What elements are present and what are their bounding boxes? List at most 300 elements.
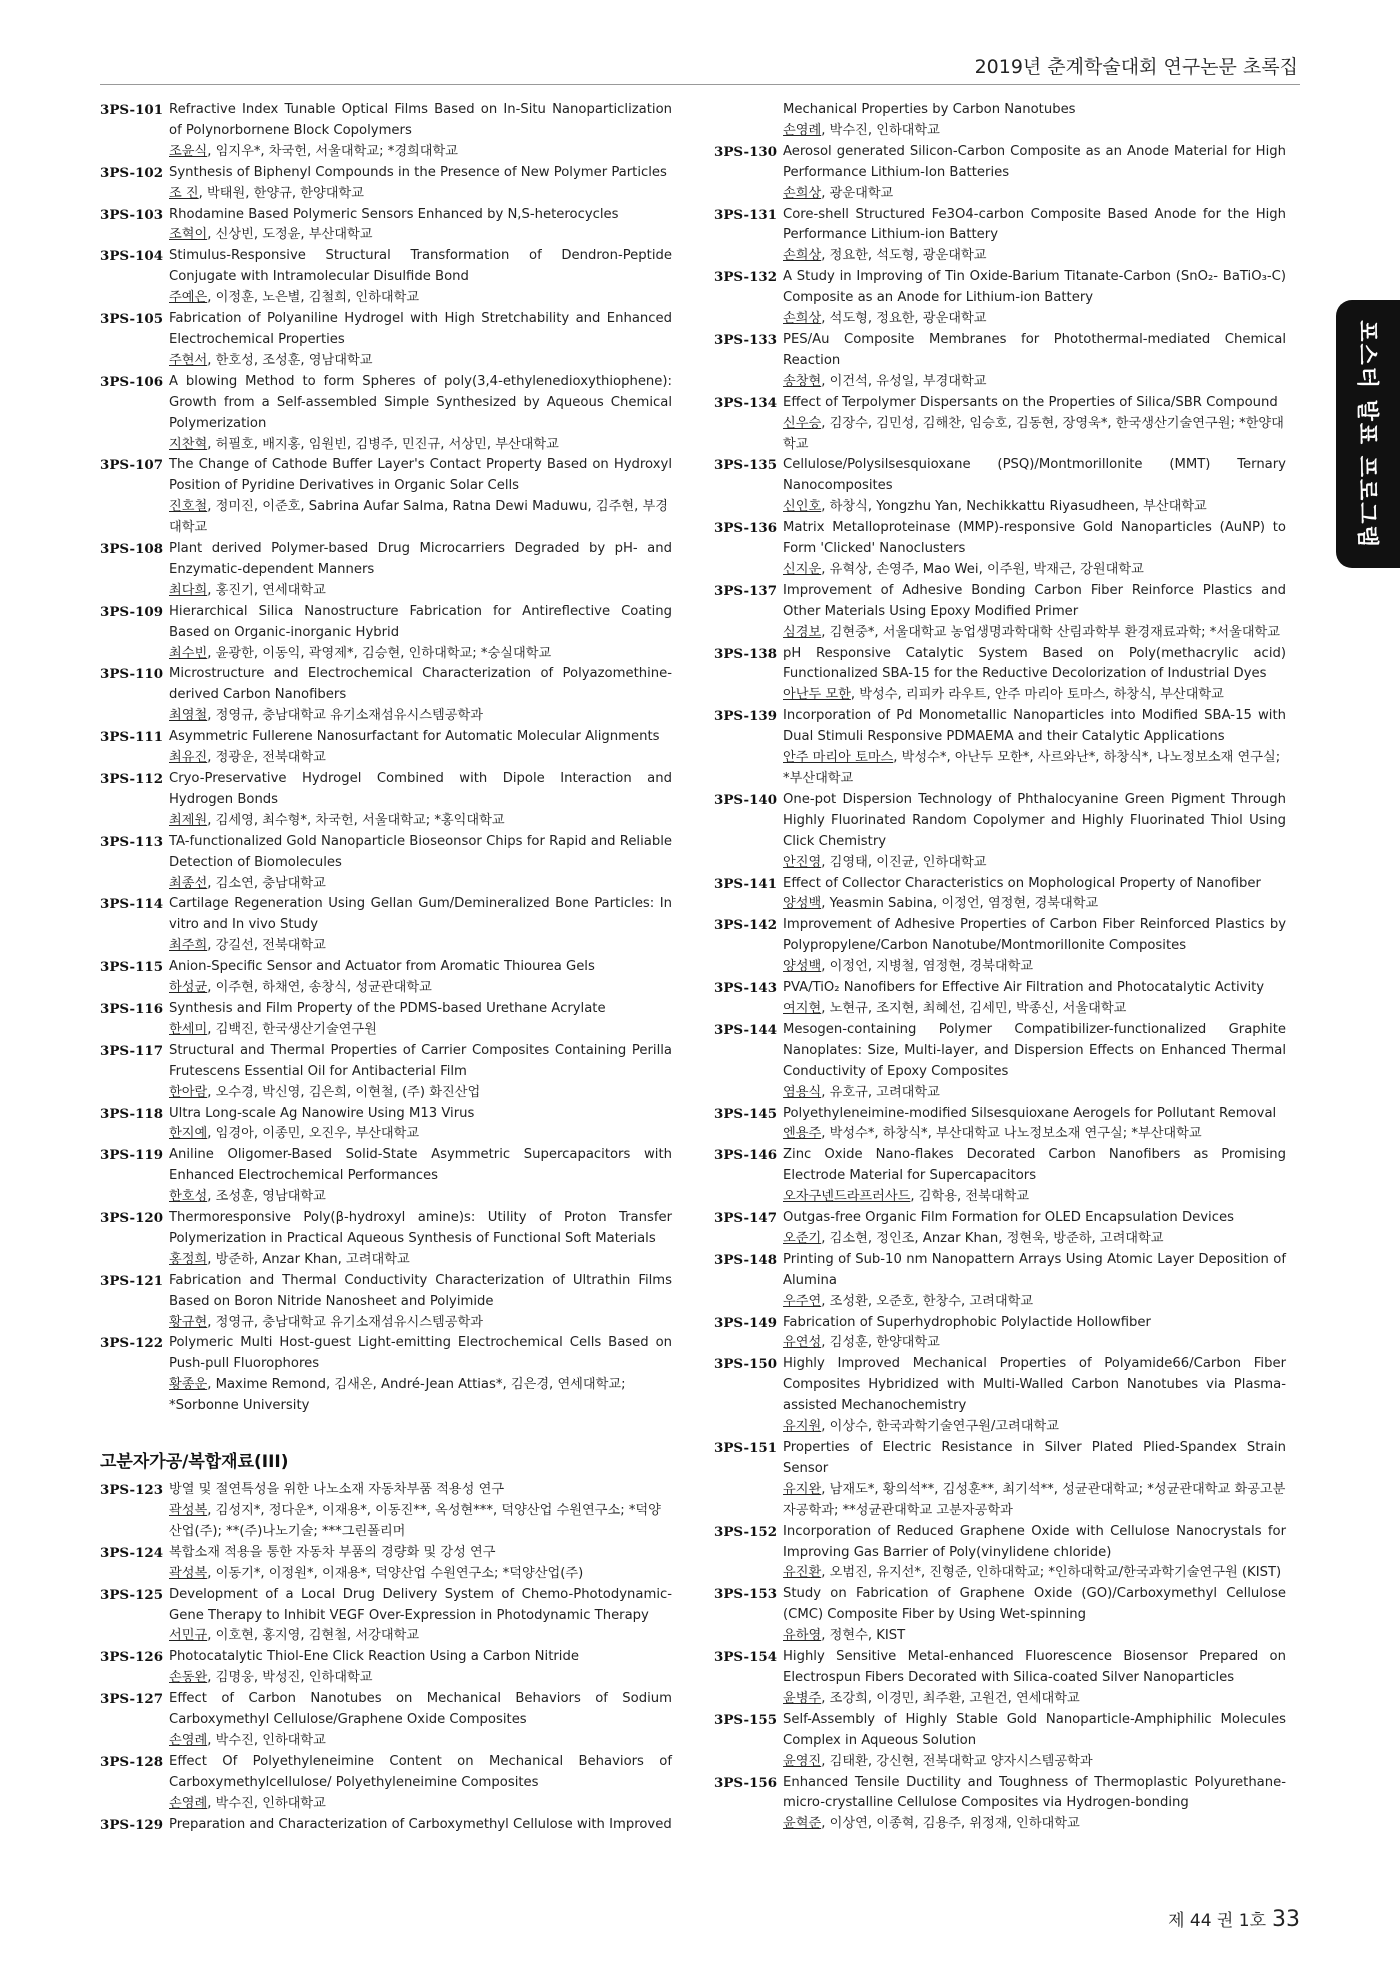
abstract-entry	[714, 1438, 1286, 1522]
entry-title: pH Responsive Catalytic System Based on Poly(methacrylic acid) Functionalized SBA-15 for the Reductive Decolorization of Industrial Dyes	[783, 645, 1286, 682]
presenting-author: 최종선	[169, 875, 208, 891]
entry-title: Incorporation of Pd Monometallic Nanoparticles into Modified SBA-15 with Dual Stimuli Responsive PDMAEMA and their Catalytic Applications	[783, 708, 1286, 745]
abstract-entry	[714, 1522, 1286, 1585]
co-authors: , 광운대학교	[821, 185, 894, 201]
entry-authors	[169, 1731, 672, 1752]
entry-title: Properties of Electric Resistance in Silver Plated Plied-Spandex Strain Sensor	[783, 1440, 1286, 1476]
entry-title: Highly Sensitive Metal-enhanced Fluorescence Biosensor Prepared on Electrospun Fibers Decorated with Silica-coated Silver Nanoparticles	[783, 1649, 1286, 1685]
abstract-entry	[100, 1041, 672, 1104]
presenting-author: 안진영	[783, 854, 822, 870]
entry-title: Synthesis and Film Property of the PDMS-based Urethane Acrylate	[169, 1000, 606, 1016]
presenting-author: 곽성복	[169, 1503, 208, 1518]
abstract-entry	[714, 978, 1286, 1020]
entry-title: Effect of Carbon Nanotubes on Mechanical Behaviors of Sodium Carboxymethyl Cellulose/Graphene Oxide Composites	[169, 1691, 672, 1728]
entry-authors	[169, 351, 672, 372]
entry-id: 3PS-147	[714, 1210, 778, 1227]
presenting-author: 서민규	[169, 1628, 208, 1644]
presenting-author: 최다희	[169, 582, 208, 598]
entry-authors	[783, 184, 1286, 205]
co-authors: , 박성수, 리피카 라우트, 안주 마리아 토마스, 하창식, 부산대학교	[850, 687, 1224, 703]
entry-authors	[783, 1626, 1286, 1647]
abstract-entry	[100, 246, 672, 309]
co-authors: , 김소연, 충남대학교	[207, 875, 326, 891]
entry-title: Refractive Index Tunable Optical Films Based on In-Situ Nanoparticlization of Polynorbornene Block Copolymers	[169, 102, 672, 138]
presenting-author: 신인호	[783, 499, 822, 515]
entry-authors	[169, 1501, 672, 1543]
co-authors: , 이건석, 유성일, 부경대학교	[821, 373, 987, 389]
abstract-entry	[100, 1647, 672, 1689]
entry-authors	[169, 1375, 672, 1417]
co-authors: , 조성환, 오준호, 한창수, 고려대학교	[821, 1293, 1034, 1309]
entry-authors	[169, 184, 672, 205]
co-authors: , 방준하, Anzar Khan, 고려대학교	[207, 1251, 410, 1267]
abstract-entry	[100, 1689, 672, 1752]
co-authors: , 남재도*, 황의석**, 김성훈**, 최기석**, 성균관대학교; *성균관대학교 화공고분자공학과; **성균관대학교 고분자공학과	[783, 1481, 1286, 1518]
entry-id: 3PS-143	[714, 980, 778, 997]
abstract-entry	[100, 100, 672, 163]
entry-authors	[169, 1313, 672, 1334]
abstract-entry	[714, 1773, 1286, 1836]
entry-title: Incorporation of Reduced Graphene Oxide with Cellulose Nanocrystals for Improving Gas Barrier of Poly(vinylidene chloride)	[783, 1523, 1286, 1560]
entry-authors	[783, 1563, 1286, 1584]
co-authors: , 정광운, 전북대학교	[207, 750, 326, 766]
entry-title: 복합소재 적용을 통한 자동차 부품의 경량화 및 강성 연구	[169, 1544, 496, 1560]
abstract-entry	[714, 706, 1286, 790]
entry-id: 3PS-127	[100, 1691, 164, 1708]
entry-id: 3PS-145	[714, 1105, 778, 1122]
entry-id: 3PS-105	[100, 311, 164, 328]
abstract-entry	[714, 267, 1286, 330]
entry-title: A blowing Method to form Spheres of poly(3,4-ethylenedioxythiophene): Growth from a Self-assembled Simple Synthesized by Aqueous Chemical Polymerization	[169, 373, 672, 431]
presenting-author: 최수빈	[169, 645, 208, 661]
entry-title: Effect Of Polyethyleneimine Content on Mechanical Behaviors of Carboxymethylcellulose/ Polyethyleneimine Composites	[169, 1753, 672, 1790]
page-footer	[1168, 1906, 1300, 1932]
entry-authors	[169, 1124, 672, 1145]
presenting-author: 손영례	[169, 1732, 208, 1748]
entry-title: Aerosol generated Silicon-Carbon Composite as an Anode Material for High Performance Lithium-Ion Batteries	[783, 143, 1286, 180]
entry-authors	[783, 497, 1286, 518]
entry-id: 3PS-142	[714, 917, 778, 934]
entry-title: Anion-Specific Sensor and Actuator from Aromatic Thiourea Gels	[169, 959, 595, 975]
right-column	[714, 100, 1286, 1835]
entry-title: Cellulose/Polysilsesquioxane (PSQ)/Montmorillonite (MMT) Ternary Nanocomposites	[783, 457, 1286, 494]
abstract-entry	[100, 602, 672, 665]
entry-authors	[783, 623, 1286, 644]
entry-authors	[783, 1333, 1286, 1354]
entry-authors	[783, 853, 1286, 874]
abstract-entry	[100, 1104, 672, 1146]
co-authors: , 이상연, 이종혁, 김용주, 위정재, 인하대학교	[821, 1816, 1080, 1832]
abstract-entry	[714, 1020, 1286, 1104]
co-authors: , 허필호, 배지홍, 임원빈, 김병주, 민진규, 서상민, 부산대학교	[207, 436, 559, 452]
entry-authors	[169, 1794, 672, 1815]
entry-id: 3PS-102	[100, 164, 164, 181]
presenting-author: 유지원	[783, 1419, 822, 1435]
abstract-entry	[714, 874, 1286, 916]
entry-authors	[169, 1564, 672, 1585]
presenting-author: 조윤식	[169, 143, 208, 159]
entry-title: Microstructure and Electrochemical Characterization of Polyazomethine-derived Carbon Nanofibers	[169, 666, 672, 703]
entry-authors	[169, 288, 672, 309]
entry-title: Effect of Terpolymer Dispersants on the Properties of Silica/SBR Compound	[783, 394, 1278, 410]
entry-title: 방열 및 절연특성을 위한 나노소재 자동차부품 적용성 연구	[169, 1482, 505, 1498]
co-authors: , 김성훈, 한양대학교	[821, 1335, 940, 1351]
entry-title: Zinc Oxide Nano-flakes Decorated Carbon Nanofibers as Promising Electrode Material for Supercapacitors	[783, 1147, 1286, 1184]
left-column	[100, 100, 672, 1836]
entry-authors	[169, 581, 672, 602]
entry-authors	[783, 894, 1286, 915]
presenting-author: 조혁이	[169, 227, 208, 243]
entry-id: 3PS-110	[100, 666, 164, 683]
co-authors: , 김백진, 한국생산기술연구원	[207, 1021, 377, 1037]
abstract-entry	[714, 790, 1286, 874]
entry-id: 3PS-133	[714, 331, 778, 348]
presenting-author: 손희상	[783, 311, 822, 327]
presenting-author: 한세미	[169, 1021, 208, 1037]
entry-id: 3PS-113	[100, 833, 164, 850]
entry-id: 3PS-134	[714, 394, 778, 411]
abstract-entry	[100, 455, 672, 539]
presenting-author: 손희상	[783, 248, 822, 264]
co-authors: , 한호성, 조성훈, 영남대학교	[207, 352, 373, 368]
entry-id: 3PS-118	[100, 1105, 164, 1122]
entry-title: Fabrication and Thermal Conductivity Characterization of Ultrathin Films Based on Boron Nitride Nanosheet and Polyimide	[169, 1272, 672, 1309]
entry-id: 3PS-141	[714, 875, 778, 892]
co-authors: , 김학용, 전북대학교	[910, 1189, 1030, 1205]
abstract-entry	[714, 518, 1286, 581]
entry-title: Core-shell Structured Fe3O4-carbon Composite Based Anode for the High Performance Lithium-ion Battery	[783, 206, 1286, 243]
abstract-entry	[100, 1815, 672, 1836]
presenting-author: 손동완	[169, 1670, 208, 1686]
presenting-author: 곽성복	[169, 1565, 208, 1581]
presenting-author: 신우승	[783, 415, 822, 431]
entry-title: Improvement of Adhesive Bonding Carbon Fiber Reinforce Plastics and Other Materials Using Epoxy Modified Primer	[783, 582, 1286, 619]
entry-authors	[169, 225, 672, 246]
entry-title: Enhanced Tensile Ductility and Toughness of Thermoplastic Polyurethane-micro-crystalline Cellulose Composites via Hydrogen-bonding	[783, 1774, 1286, 1811]
presenting-author: 황규현	[169, 1314, 208, 1330]
co-authors: , 노현규, 조지현, 최혜선, 김세민, 박종신, 서울대학교	[821, 1000, 1127, 1016]
entry-id: 3PS-117	[100, 1042, 164, 1059]
entry-title: A Study in Improving of Tin Oxide-Barium Titanate-Carbon (SnO₂- BaTiO₃-C) Composite as an Anode for Lithium-ion Battery	[783, 269, 1286, 306]
presenting-author: 손영례	[783, 122, 822, 138]
presenting-author: 아난두 모한	[783, 687, 851, 703]
abstract-entry	[100, 309, 672, 372]
entry-id: 3PS-122	[100, 1335, 164, 1352]
entry-id: 3PS-149	[714, 1314, 778, 1331]
entry-id: 3PS-101	[100, 102, 164, 118]
entry-authors	[783, 560, 1286, 581]
entry-authors	[169, 1626, 672, 1647]
entry-title: Structural and Thermal Properties of Carrier Composites Containing Perilla Frutescens Essential Oil for Antibacterial Film	[169, 1042, 672, 1079]
entry-id: 3PS-108	[100, 541, 164, 558]
entry-title: Asymmetric Fullerene Nanosurfactant for Automatic Molecular Alignments	[169, 729, 660, 745]
entry-title: Development of a Local Drug Delivery System of Chemo-Photodynamic- Gene Therapy to Inhibit VEGF Over-Expression in Photodynamic Therapy	[169, 1586, 672, 1623]
co-authors: , 이상수, 한국과학기술연구원/고려대학교	[821, 1419, 1059, 1435]
entry-id: 3PS-154	[714, 1649, 778, 1666]
co-authors: , 정영규, 충남대학교 유기소재섬유시스템공학과	[207, 1314, 483, 1330]
entry-authors	[783, 1814, 1286, 1835]
entry-id: 3PS-125	[100, 1586, 164, 1603]
co-authors: , 김영태, 이진균, 인하대학교	[821, 854, 987, 870]
co-authors: , 윤광한, 이동익, 곽영제*, 김승현, 인하대학교; *숭실대학교	[207, 645, 552, 661]
entry-authors	[169, 142, 672, 163]
entry-title: Ultra Long-scale Ag Nanowire Using M13 Virus	[169, 1105, 475, 1121]
entry-title: Printing of Sub-10 nm Nanopattern Arrays Using Atomic Layer Deposition of Alumina	[783, 1251, 1286, 1288]
presenting-author: 오자구넨드라프러사드	[783, 1189, 911, 1205]
presenting-author: 양성백	[783, 959, 822, 975]
abstract-entry	[714, 1104, 1286, 1146]
entry-title: Aniline Oligomer-Based Solid-State Asymmetric Supercapacitors with Enhanced Electrochemical Performances	[169, 1147, 672, 1184]
entry-id: 3PS-129	[100, 1816, 164, 1833]
abstract-entry	[714, 1584, 1286, 1647]
abstract-entry	[714, 1354, 1286, 1438]
entry-authors	[169, 644, 672, 665]
entry-title: TA-functionalized Gold Nanoparticle Bioseonsor Chips for Rapid and Reliable Detection of Biomolecules	[169, 833, 672, 870]
presenting-author: 최주희	[169, 938, 208, 954]
entry-authors	[783, 1292, 1286, 1313]
presenting-author: 진호철	[169, 499, 208, 515]
co-authors: , 박성수*, 하창식*, 부산대학교 나노정보소재 연구실; *부산대학교	[821, 1126, 1202, 1142]
co-authors: , 석도형, 정요한, 광운대학교	[821, 311, 987, 327]
presenting-author: 엔용주	[783, 1126, 822, 1142]
co-authors: , 김명웅, 박성진, 인하대학교	[207, 1670, 373, 1686]
presenting-author: 손희상	[783, 185, 822, 201]
entry-id: 3PS-153	[714, 1586, 778, 1603]
abstract-entry	[100, 999, 672, 1041]
abstract-entry	[100, 539, 672, 602]
abstract-entry	[714, 1647, 1286, 1710]
abstract-entry	[714, 205, 1286, 268]
entry-authors	[169, 435, 672, 456]
abstract-entry	[100, 664, 672, 727]
presenting-author: 황종운	[169, 1377, 208, 1393]
entry-title: Polyethyleneimine-modified Silsesquioxane Aerogels for Pollutant Removal	[783, 1105, 1277, 1121]
entry-id: 3PS-109	[100, 603, 164, 620]
co-authors: , 강길선, 전북대학교	[207, 938, 326, 954]
entry-authors	[783, 1689, 1286, 1710]
entry-id: 3PS-140	[714, 791, 778, 808]
entry-id: 3PS-120	[100, 1210, 164, 1227]
entry-title: Fabrication of Polyaniline Hydrogel with High Stretchability and Enhanced Electrochemical Properties	[169, 311, 672, 347]
entry-authors	[169, 978, 672, 999]
co-authors: , 박태원, 한양규, 한양대학교	[198, 185, 364, 201]
abstract-entry	[714, 100, 1286, 142]
page-header: 2019년 춘계학술대회 연구논문 초록집	[974, 56, 1298, 78]
abstract-entry	[100, 832, 672, 895]
entry-id: 3PS-111	[100, 729, 164, 746]
entry-title: Mechanical Properties by Carbon Nanotubes	[783, 102, 1076, 117]
entry-id: 3PS-103	[100, 206, 164, 223]
abstract-entry	[100, 372, 672, 456]
presenting-author: 유연성	[783, 1335, 822, 1351]
co-authors: , 조강희, 이경민, 최주환, 고원건, 연세대학교	[821, 1690, 1080, 1706]
entry-title: Thermoresponsive Poly(β-hydroxyl amine)s: Utility of Proton Transfer Polymerization in Practical Aqueous Synthesis of Functional Soft Materials	[169, 1210, 672, 1246]
entry-id: 3PS-121	[100, 1272, 164, 1289]
co-authors: , 정현수, KIST	[821, 1628, 906, 1644]
entry-authors	[169, 497, 672, 539]
co-authors: , Maxime Remond, 김새온, André-Jean Attias*, 김은경, 연세대학교; *Sorbonne University	[169, 1377, 626, 1414]
entry-id: 3PS-131	[714, 206, 778, 223]
co-authors: , 김현중*, 서울대학교 농업생명과학대학 산림과학부 환경재료과학; *서울대학교	[821, 624, 1281, 640]
entry-title: One-pot Dispersion Technology of Phthalocyanine Green Pigment Through Highly Fluorinated Random Copolymer and Highly Fluorinated Thiol Using Click Chemistry	[783, 791, 1286, 849]
co-authors: , 이정언, 지병철, 염정현, 경북대학교	[821, 959, 1034, 975]
entry-authors	[169, 748, 672, 769]
co-authors: , 박수진, 인하대학교	[207, 1795, 326, 1811]
entry-authors	[783, 999, 1286, 1020]
presenting-author: 지찬혁	[169, 436, 208, 452]
entry-authors	[169, 1187, 672, 1208]
entry-id: 3PS-138	[714, 645, 778, 662]
abstract-entry	[100, 1333, 672, 1417]
co-authors: , 오범진, 유지선*, 진형준, 인하대학교; *인하대학교/한국과학기술연구원 (KIST)	[821, 1565, 1282, 1581]
presenting-author: 오준기	[783, 1230, 822, 1246]
entry-authors	[783, 309, 1286, 330]
abstract-entry	[100, 1208, 672, 1271]
section-heading: 고분자가공/복합재료(III)	[100, 1452, 289, 1473]
presenting-author: 윤혁준	[783, 1816, 822, 1832]
entry-authors	[783, 121, 1286, 142]
co-authors: , 신상빈, 도정윤, 부산대학교	[207, 227, 373, 243]
presenting-author: 윤영진	[783, 1753, 822, 1769]
presenting-author: 유하영	[783, 1628, 822, 1644]
header-divider	[100, 84, 1300, 85]
entry-authors	[169, 874, 672, 895]
co-authors: , 정영규, 충남대학교 유기소재섬유시스템공학과	[207, 708, 483, 724]
presenting-author: 우주연	[783, 1293, 822, 1309]
entry-title: Matrix Metalloproteinase (MMP)-responsive Gold Nanoparticles (AuNP) to Form 'Clicked' Nanoclusters	[783, 520, 1286, 557]
entry-title: Highly Improved Mechanical Properties of Polyamide66/Carbon Fiber Composites Hybridized with Multi-Walled Carbon Nanotubes via Plasma-assisted Mechanochemistry	[783, 1356, 1286, 1414]
co-authors: , 오수경, 박신영, 김은희, 이현철, (주) 화진산업	[207, 1084, 481, 1100]
entry-authors	[169, 706, 672, 727]
entry-title: Effect of Collector Characteristics on Mophological Property of Nanofiber	[783, 875, 1261, 891]
abstract-entry	[100, 1271, 672, 1334]
co-authors: , 박성수*, 아난두 모한*, 사르와난*, 하창식*, 나노정보소재 연구실; *부산대학교	[783, 750, 1281, 786]
entry-authors	[783, 372, 1286, 393]
entry-id: 3PS-130	[714, 143, 778, 160]
abstract-entry	[714, 330, 1286, 393]
co-authors: , 유호규, 고려대학교	[821, 1084, 940, 1100]
abstract-entry	[714, 1710, 1286, 1773]
entry-authors	[783, 748, 1286, 790]
entry-id: 3PS-128	[100, 1753, 164, 1770]
co-authors: , 유혁상, 손영주, Mao Wei, 이주원, 박재근, 강원대학교	[821, 561, 1144, 577]
entry-authors	[783, 246, 1286, 267]
presenting-author: 유진환	[783, 1565, 822, 1581]
entry-authors	[169, 811, 672, 832]
presenting-author: 한지예	[169, 1126, 208, 1142]
entry-id: 3PS-139	[714, 708, 778, 725]
abstract-entry	[714, 915, 1286, 978]
co-authors: , 김세영, 최수형*, 차국헌, 서울대학교; *홍익대학교	[207, 812, 505, 828]
presenting-author: 양성백	[783, 896, 822, 912]
entry-id: 3PS-156	[714, 1774, 778, 1791]
entry-id: 3PS-136	[714, 520, 778, 537]
entry-title: Rhodamine Based Polymeric Sensors Enhanced by N,S-heterocycles	[169, 206, 619, 222]
co-authors: , 임지우*, 차국헌, 서울대학교; *경희대학교	[207, 143, 459, 159]
presenting-author: 심경보	[783, 624, 822, 640]
abstract-entry	[714, 1145, 1286, 1208]
presenting-author: 유지완	[783, 1481, 822, 1497]
entry-authors	[169, 1668, 672, 1689]
entry-title: Improvement of Adhesive Properties of Carbon Fiber Reinforced Plastics by Polypropylene/Carbon Nanotube/Montmorillonite Composites	[783, 917, 1286, 954]
abstract-entry	[714, 393, 1286, 456]
entry-id: 3PS-132	[714, 269, 778, 286]
presenting-author: 한호성	[169, 1189, 208, 1205]
abstract-entry	[100, 1480, 672, 1543]
presenting-author: 최제원	[169, 812, 208, 828]
entry-title: Hierarchical Silica Nanostructure Fabrication for Antireflective Coating Based on Organic-inorganic Hybrid	[169, 603, 672, 640]
entry-title: Cartilage Regeneration Using Gellan Gum/Demineralized Bone Particles: In vitro and In vivo Study	[169, 896, 672, 933]
side-tab-label: 포스터 발표 프로그램	[1353, 319, 1379, 549]
entry-id: 3PS-150	[714, 1356, 778, 1373]
entry-title: PES/Au Composite Membranes for Photothermal-mediated Chemical Reaction	[783, 331, 1286, 368]
entry-title: Photocatalytic Thiol-Ene Click Reaction Using a Carbon Nitride	[169, 1649, 579, 1665]
page-number: 33	[1272, 1907, 1300, 1932]
presenting-author: 조 진	[169, 185, 199, 201]
co-authors: , 하창식, Yongzhu Yan, Nechikkattu Riyasudheen, 부산대학교	[821, 499, 1207, 515]
co-authors: , 박수진, 인하대학교	[207, 1732, 326, 1748]
entry-id: 3PS-116	[100, 1000, 164, 1017]
entry-title: Fabrication of Superhydrophobic Polylactide Hollowfiber	[783, 1314, 1151, 1330]
abstract-entry	[714, 1313, 1286, 1355]
presenting-author: 염용식	[783, 1084, 822, 1100]
presenting-author: 주예은	[169, 290, 208, 306]
co-authors: , 정미진, 이준호, Sabrina Aufar Salma, Ratna Dewi Maduwu, 김주현, 부경대학교	[169, 499, 668, 536]
entry-title: Preparation and Characterization of Carboxymethyl Cellulose with Improved	[169, 1816, 672, 1832]
presenting-author: 송창현	[783, 373, 822, 389]
entry-id: 3PS-126	[100, 1649, 164, 1666]
abstract-entry	[100, 163, 672, 205]
abstract-entry	[714, 142, 1286, 205]
entry-title: Self-Assembly of Highly Stable Gold Nanoparticle-Amphiphilic Molecules Complex in Aqueous Solution	[783, 1711, 1286, 1748]
abstract-entry	[714, 644, 1286, 707]
co-authors: , 정요한, 석도형, 광운대학교	[821, 248, 987, 264]
presenting-author: 최영철	[169, 708, 208, 724]
co-authors: , 김소현, 정인조, Anzar Khan, 정현욱, 방준하, 고려대학교	[821, 1230, 1164, 1246]
entry-title: Polymeric Multi Host-guest Light-emitting Electrochemical Cells Based on Push-pull Fluorophores	[169, 1335, 672, 1372]
co-authors: , Yeasmin Sabina, 이정언, 염정현, 경북대학교	[821, 896, 1099, 912]
entry-title: Cryo-Preservative Hydrogel Combined with Dipole Interaction and Hydrogen Bonds	[169, 771, 672, 807]
co-authors: , 이주현, 하채연, 송창식, 성균관대학교	[207, 980, 432, 996]
entry-id: 3PS-148	[714, 1251, 778, 1268]
abstract-entry	[714, 581, 1286, 644]
entry-title: The Change of Cathode Buffer Layer's Contact Property Based on Hydroxyl Position of Pyridine Derivatives in Organic Solar Cells	[169, 457, 672, 494]
co-authors: , 조성훈, 영남대학교	[207, 1189, 326, 1205]
entry-id: 3PS-112	[100, 771, 164, 787]
co-authors: , 김태환, 강신현, 전북대학교 양자시스템공학과	[821, 1753, 1093, 1769]
entry-authors	[783, 1083, 1286, 1104]
entry-id: 3PS-137	[714, 582, 778, 599]
abstract-entry	[100, 957, 672, 999]
entry-id: 3PS-151	[714, 1440, 778, 1456]
entry-id: 3PS-152	[714, 1523, 778, 1540]
abstract-entry	[100, 1752, 672, 1815]
entry-id: 3PS-119	[100, 1147, 164, 1164]
side-tab	[1336, 300, 1400, 568]
presenting-author: 윤병주	[783, 1690, 822, 1706]
abstract-entry	[100, 1543, 672, 1585]
entry-id: 3PS-144	[714, 1021, 778, 1038]
abstract-entry	[714, 455, 1286, 518]
entry-title: Synthesis of Biphenyl Compounds in the Presence of New Polymer Particles	[169, 164, 667, 180]
entry-id: 3PS-135	[714, 457, 778, 474]
entry-authors	[169, 1020, 672, 1041]
abstract-entry	[100, 1585, 672, 1648]
co-authors: , 김장수, 김민성, 김해찬, 임승호, 김동현, 장영욱*, 한국생산기술연구원; *한양대학교	[783, 415, 1284, 452]
co-authors: , 박수진, 인하대학교	[821, 122, 940, 138]
co-authors: , 김성지*, 정다운*, 이재용*, 이동진**, 옥성현***, 덕양산업 수원연구소; *덕양산업(주); **(주)나노기술; ***그린폴리머	[169, 1503, 661, 1539]
entry-title: Outgas-free Organic Film Formation for OLED Encapsulation Devices	[783, 1210, 1234, 1226]
